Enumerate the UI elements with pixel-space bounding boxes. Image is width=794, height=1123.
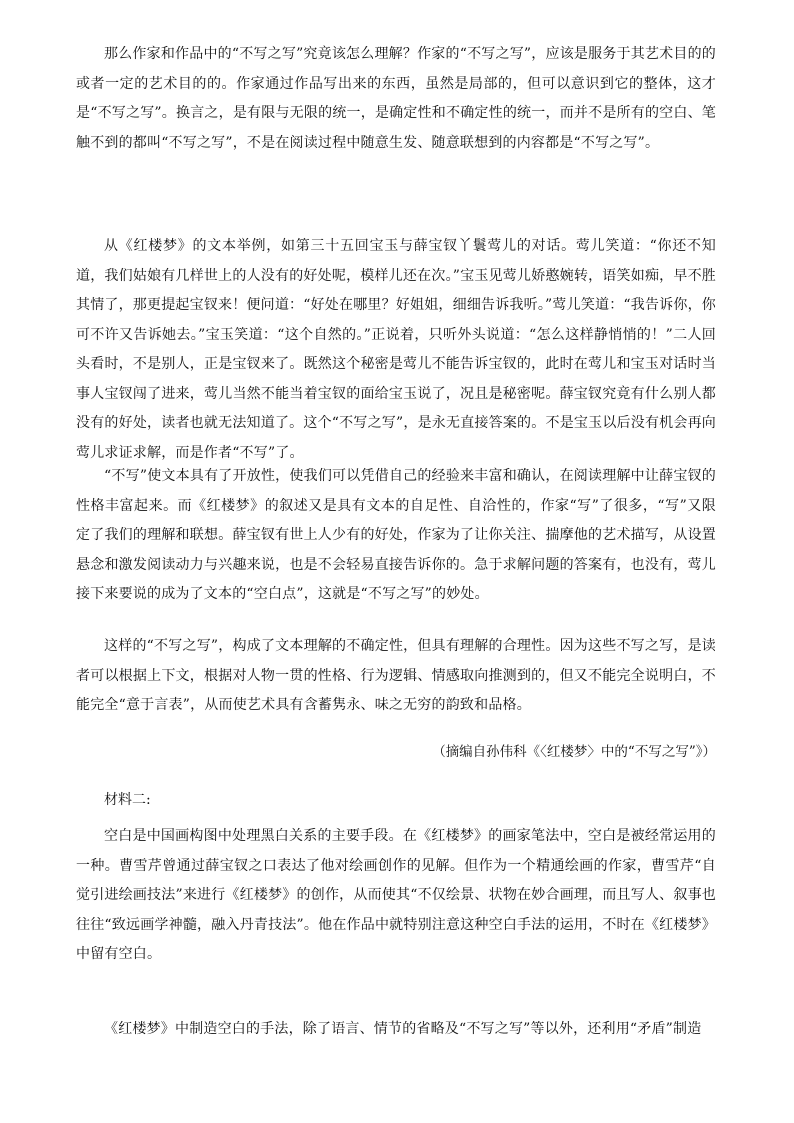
- paragraph-2: 从《红楼梦》的文本举例，如第三十五回宝玉与薛宝钗丫鬟莺儿的对话。莺儿笑道：“你还不知道，我们姑娘有几样世上的人没有的好处呢，模样儿还在次。”宝玉见莺儿娇憨婉转，语笑如痴，早不胜其情了，那更提起宝钗来！便问道：“好处在哪里？好姐姐，细细告诉我听。”莺儿笑道：“我告诉你，你可不许又告诉她去。”宝玉笑道：“这个自然的。”正说着，只听外头说道：“怎么这样静悄悄的！”二人回头看时，不是别人，正是宝钗来了。既然这个秘密是莺儿不能告诉宝钗的，此时在莺儿和宝玉对话时当事人宝钗闯了进来，莺儿当然不能当着宝钗的面给宝玉说了，况且是秘密呢。薛宝钗究竟有什么别人都没有的好处，读者也就无法知道了。这个“不写之写”，是永无直接答案的。不是宝玉以后没有机会再向莺儿求证求解，而是作者“不写”了。: [76, 238, 716, 461]
- source-citation: （摘编自孙伟科《〈红楼梦〉中的“不写之写”》）: [432, 744, 716, 760]
- paragraph-4: 这样的“不写之写”，构成了文本理解的不确定性，但具有理解的合理性。因为这些不写之写，是读者可以根据上下文，根据对人物一贯的性格、行为逻辑、情感取向推测到的，但又不能完全说明白，不能完全“意于言表”，从而使艺术具有含蓄隽永、味之无穷的韵致和品格。: [76, 638, 716, 713]
- paragraph-1: 那么作家和作品中的“不写之写”究竟该怎么理解？作家的“不写之写”，应该是服务于其艺术目的的或者一定的艺术目的的。作家通过作品写出来的东西，虽然是局部的，但可以意识到它的整体，这才是“不写之写”。换言之，是有限与无限的统一，是确定性和不确定性的统一，而并不是所有的空白、笔触不到的都叫“不写之写”，不是在阅读过程中随意生发、随意联想到的内容都是“不写之写”。: [76, 46, 716, 151]
- paragraph-5: 空白是中国画构图中处理黑白关系的主要手段。在《红楼梦》的画家笔法中，空白是被经常运用的一种。曹雪芹曾通过薛宝钗之口表达了他对绘画创作的见解。但作为一个精通绘画的作家，曹雪芹“自觉引进绘画技法”来进行《红楼梦》的创作，从而使其“不仅绘景、状物在妙合画理，而且写人、叙事也往往“致远画学神髓，融入丹青技法”。他在作品中就特别注意这种空白手法的运用，不时在《红楼梦》中留有空白。: [76, 828, 716, 962]
- paragraph-6: 《红楼梦》中制造空白的手法，除了语言、情节的省略及“不写之写”等以外，还利用“矛盾”制造: [104, 1021, 702, 1037]
- material-two-label: 材料二:: [104, 792, 151, 808]
- paragraph-3: “不写”使文本具有了开放性，使我们可以凭借自己的经验来丰富和确认，在阅读理解中让薛宝钗的性格丰富起来。而《红楼梦》的叙述又是具有文本的自足性、自洽性的，作家“写”了很多，“写”又限定了我们的理解和联想。薛宝钗有世上人少有的好处，作家为了让你关注、揣摩他的艺术描写，从设置悬念和激发阅读动力与兴趣来说，也是不会轻易直接告诉你的。急于求解问题的答案有，也没有，莺儿接下来要说的成为了文本的“空白点”，这就是“不写之写”的妙处。: [76, 468, 716, 602]
